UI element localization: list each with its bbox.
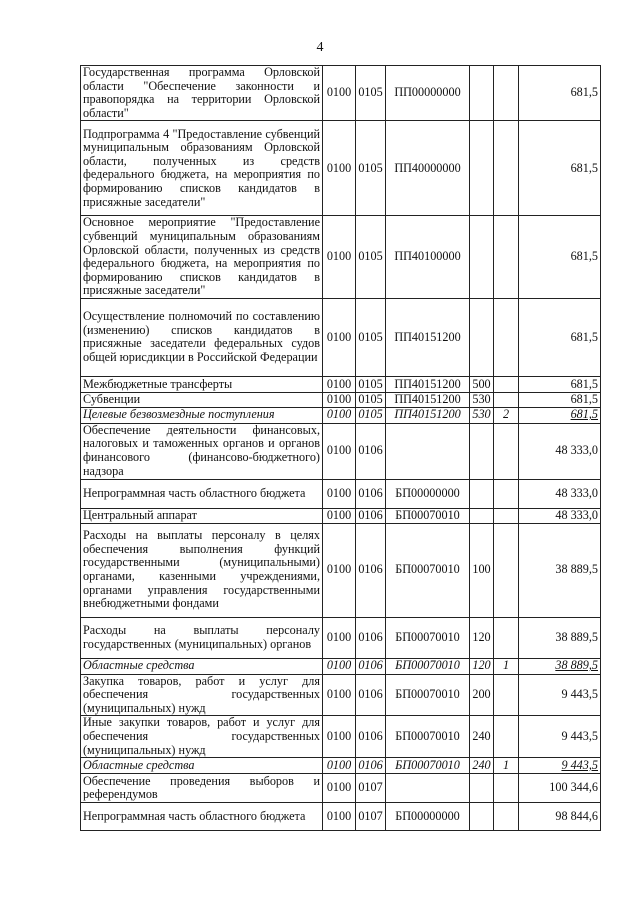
row-section-code: 0100 [323, 121, 356, 216]
row-amount: 681,5 [519, 376, 601, 392]
row-amount: 38 889,5 [519, 617, 601, 658]
row-expense-type-code: 240 [470, 716, 494, 758]
row-funding-source-code [494, 392, 519, 407]
row-expense-type-code: 240 [470, 758, 494, 774]
table-row [81, 523, 601, 617]
row-section-code: 0100 [323, 716, 356, 758]
row-section-code: 0100 [323, 758, 356, 774]
table-row [81, 674, 601, 716]
row-target-article-code: ПП40151200 [386, 392, 470, 407]
row-target-article-code: БП00070010 [386, 674, 470, 716]
row-target-article-code: ПП00000000 [386, 66, 470, 121]
row-target-article-code: БП00000000 [386, 803, 470, 831]
row-section-code: 0100 [323, 658, 356, 674]
row-expense-type-code [470, 508, 494, 523]
row-expense-type-code: 120 [470, 658, 494, 674]
row-name: Непрограммная часть областного бюджета [81, 803, 323, 831]
row-target-article-code: БП00070010 [386, 716, 470, 758]
row-section-code: 0100 [323, 216, 356, 299]
row-name: Областные средства [81, 758, 323, 774]
row-name: Обеспечение проведения выборов и референдумов [81, 774, 323, 803]
table-row [81, 658, 601, 674]
row-amount: 9 443,5 [519, 674, 601, 716]
table-row [81, 716, 601, 758]
row-section-code: 0100 [323, 66, 356, 121]
row-target-article-code: ПП40151200 [386, 407, 470, 423]
row-section-code: 0100 [323, 617, 356, 658]
table-row [81, 216, 601, 299]
row-name: Расходы на выплаты персоналу государственных (муниципальных) органов [81, 617, 323, 658]
row-amount: 48 333,0 [519, 423, 601, 479]
row-funding-source-code [494, 674, 519, 716]
row-funding-source-code [494, 508, 519, 523]
table-row [81, 392, 601, 407]
row-name: Областные средства [81, 658, 323, 674]
row-amount: 98 844,6 [519, 803, 601, 831]
row-subsection-code: 0106 [356, 758, 386, 774]
table-row [81, 407, 601, 423]
row-subsection-code: 0107 [356, 803, 386, 831]
row-target-article-code: ПП40151200 [386, 298, 470, 376]
row-subsection-code: 0106 [356, 508, 386, 523]
row-subsection-code: 0106 [356, 423, 386, 479]
row-subsection-code: 0106 [356, 658, 386, 674]
row-amount: 681,5 [519, 407, 601, 423]
row-target-article-code: БП00070010 [386, 523, 470, 617]
row-funding-source-code [494, 803, 519, 831]
row-name: Межбюджетные трансферты [81, 376, 323, 392]
row-subsection-code: 0106 [356, 479, 386, 508]
row-expense-type-code: 200 [470, 674, 494, 716]
row-name: Субвенции [81, 392, 323, 407]
row-amount: 100 344,6 [519, 774, 601, 803]
row-subsection-code: 0105 [356, 298, 386, 376]
row-amount: 681,5 [519, 121, 601, 216]
row-subsection-code: 0107 [356, 774, 386, 803]
row-subsection-code: 0105 [356, 121, 386, 216]
row-target-article-code: БП00070010 [386, 758, 470, 774]
row-funding-source-code [494, 716, 519, 758]
row-expense-type-code [470, 298, 494, 376]
table-row [81, 298, 601, 376]
row-target-article-code [386, 423, 470, 479]
row-target-article-code: ПП40100000 [386, 216, 470, 299]
row-amount: 38 889,5 [519, 658, 601, 674]
row-target-article-code: ПП40000000 [386, 121, 470, 216]
row-amount: 681,5 [519, 66, 601, 121]
table-row [81, 508, 601, 523]
row-section-code: 0100 [323, 479, 356, 508]
row-funding-source-code [494, 774, 519, 803]
row-expense-type-code: 120 [470, 617, 494, 658]
row-target-article-code: БП00000000 [386, 479, 470, 508]
row-funding-source-code [494, 121, 519, 216]
row-expense-type-code [470, 803, 494, 831]
row-subsection-code: 0106 [356, 716, 386, 758]
row-funding-source-code: 1 [494, 758, 519, 774]
row-name: Основное мероприятие "Предоставление субвенций муниципальным образованиям Орловской области, полученных из средств федерального бюджета, на мероприятия по формированию списков кандидатов в присяжные заседатели" [81, 216, 323, 299]
row-section-code: 0100 [323, 423, 356, 479]
row-funding-source-code: 2 [494, 407, 519, 423]
page-number: 4 [316, 40, 324, 55]
row-name: Государственная программа Орловской области "Обеспечение законности и правопорядка на территории Орловской области" [81, 66, 323, 121]
row-amount: 38 889,5 [519, 523, 601, 617]
row-subsection-code: 0105 [356, 66, 386, 121]
row-expense-type-code [470, 423, 494, 479]
row-subsection-code: 0106 [356, 523, 386, 617]
row-target-article-code: БП00070010 [386, 658, 470, 674]
row-funding-source-code [494, 617, 519, 658]
table-row [81, 758, 601, 774]
row-funding-source-code [494, 216, 519, 299]
row-target-article-code: ПП40151200 [386, 376, 470, 392]
row-subsection-code: 0105 [356, 376, 386, 392]
budget-table [80, 65, 601, 831]
row-name: Обеспечение деятельности финансовых, налоговых и таможенных органов и органов финансового (финансово-бюджетного) надзора [81, 423, 323, 479]
row-amount: 48 333,0 [519, 508, 601, 523]
row-expense-type-code: 100 [470, 523, 494, 617]
table-row [81, 617, 601, 658]
row-name: Непрограммная часть областного бюджета [81, 479, 323, 508]
row-expense-type-code [470, 479, 494, 508]
row-amount: 9 443,5 [519, 758, 601, 774]
row-funding-source-code [494, 298, 519, 376]
row-funding-source-code [494, 66, 519, 121]
row-section-code: 0100 [323, 803, 356, 831]
row-name: Подпрограмма 4 "Предоставление субвенций муниципальным образованиям Орловской области, полученных из средств федерального бюджета, на мероприятия по формированию списков кандидатов в присяжные заседатели" [81, 121, 323, 216]
row-section-code: 0100 [323, 674, 356, 716]
row-name: Расходы на выплаты персоналу в целях обеспечения выполнения функций государственными (муниципальными) органами, казенными учреждениями, органами управления государственными внебюджетными фондами [81, 523, 323, 617]
row-expense-type-code [470, 121, 494, 216]
row-target-article-code: БП00070010 [386, 617, 470, 658]
row-subsection-code: 0105 [356, 392, 386, 407]
row-section-code: 0100 [323, 508, 356, 523]
row-name: Целевые безвозмездные поступления [81, 407, 323, 423]
row-funding-source-code [494, 523, 519, 617]
row-funding-source-code [494, 479, 519, 508]
row-amount: 681,5 [519, 298, 601, 376]
budget-table-body [81, 66, 601, 831]
row-amount: 9 443,5 [519, 716, 601, 758]
table-row [81, 479, 601, 508]
row-funding-source-code [494, 376, 519, 392]
row-name: Осуществление полномочий по составлению (изменению) списков кандидатов в присяжные заседатели федеральных судов общей юрисдикции в Российской Федерации [81, 298, 323, 376]
row-expense-type-code [470, 66, 494, 121]
table-row [81, 66, 601, 121]
row-name: Центральный аппарат [81, 508, 323, 523]
row-section-code: 0100 [323, 523, 356, 617]
row-name: Иные закупки товаров, работ и услуг для обеспечения государственных (муниципальных) нужд [81, 716, 323, 758]
row-amount: 48 333,0 [519, 479, 601, 508]
row-expense-type-code: 530 [470, 392, 494, 407]
table-row [81, 423, 601, 479]
row-section-code: 0100 [323, 376, 356, 392]
row-expense-type-code: 530 [470, 407, 494, 423]
row-subsection-code: 0106 [356, 674, 386, 716]
row-expense-type-code [470, 774, 494, 803]
row-section-code: 0100 [323, 774, 356, 803]
row-amount: 681,5 [519, 392, 601, 407]
table-row [81, 774, 601, 803]
row-name: Закупка товаров, работ и услуг для обеспечения государственных (муниципальных) нужд [81, 674, 323, 716]
row-funding-source-code: 1 [494, 658, 519, 674]
row-section-code: 0100 [323, 298, 356, 376]
row-section-code: 0100 [323, 407, 356, 423]
row-subsection-code: 0105 [356, 216, 386, 299]
row-amount: 681,5 [519, 216, 601, 299]
table-row [81, 376, 601, 392]
row-funding-source-code [494, 423, 519, 479]
row-section-code: 0100 [323, 392, 356, 407]
row-expense-type-code [470, 216, 494, 299]
table-row [81, 121, 601, 216]
row-target-article-code [386, 774, 470, 803]
row-subsection-code: 0106 [356, 617, 386, 658]
row-expense-type-code: 500 [470, 376, 494, 392]
row-target-article-code: БП00070010 [386, 508, 470, 523]
table-row [81, 803, 601, 831]
row-subsection-code: 0105 [356, 407, 386, 423]
